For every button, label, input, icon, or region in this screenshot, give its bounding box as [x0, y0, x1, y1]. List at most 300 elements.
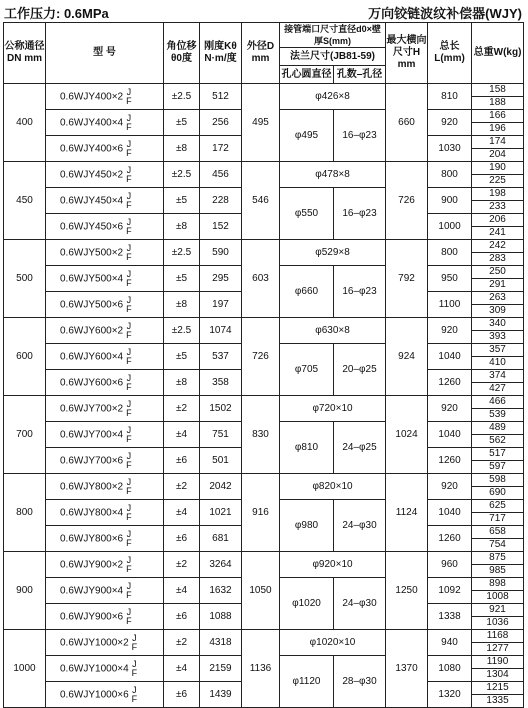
angle-cell: ±4: [164, 656, 200, 682]
jf-mark: [126, 166, 132, 184]
weight-j: 1190: [472, 656, 523, 669]
table-row: [4, 396, 524, 422]
jf-mark: [126, 140, 132, 158]
length-cell: 1040: [428, 500, 472, 526]
weight-j: 166: [472, 110, 523, 123]
jf-f: F: [126, 199, 132, 210]
hole-circle-cell: φ550: [280, 188, 334, 240]
table-row: [4, 162, 524, 188]
length-cell: 950: [428, 266, 472, 292]
weight-cell: [472, 84, 524, 110]
table-row: [4, 552, 524, 578]
dn-cell: 450: [4, 162, 46, 240]
weight-cell: [472, 500, 524, 526]
jf-mark: [126, 582, 132, 600]
model-cell: [46, 84, 164, 110]
angle-cell: ±6: [164, 448, 200, 474]
hole-circle-cell: φ1020: [280, 578, 334, 630]
stiffness-cell: 1502: [200, 396, 242, 422]
length-cell: 900: [428, 188, 472, 214]
weight-f: 562: [489, 435, 506, 446]
pipe-size-cell: φ630×8: [280, 318, 386, 344]
weight-cell: [472, 526, 524, 552]
model-text: 0.6WJY450×6: [60, 221, 124, 233]
pipe-size-cell: φ529×8: [280, 240, 386, 266]
model-text: 0.6WJY600×6: [60, 377, 124, 389]
col-od: 外径D mm: [242, 23, 280, 84]
jf-j: J: [132, 632, 137, 643]
model-cell: [46, 448, 164, 474]
weight-f: 410: [489, 357, 506, 368]
max-h-cell: 1370: [386, 630, 428, 708]
jf-f: F: [126, 355, 132, 366]
od-cell: 1136: [242, 630, 280, 708]
jf-f: F: [126, 303, 132, 314]
stiffness-cell: 501: [200, 448, 242, 474]
weight-j: 489: [472, 422, 523, 435]
weight-f: 1304: [486, 669, 509, 680]
jf-j: J: [126, 450, 132, 461]
col-hole-circle: 孔心圆直径: [280, 66, 334, 84]
model-cell: [46, 214, 164, 240]
stiffness-cell: 172: [200, 136, 242, 162]
model-text: 0.6WJY1000×2: [60, 637, 129, 649]
jf-f: F: [131, 693, 138, 704]
model-text: 0.6WJY500×2: [60, 247, 124, 259]
jf-j: J: [126, 294, 132, 305]
weight-j: 898: [472, 578, 523, 591]
jf-mark: [132, 686, 138, 704]
model-cell: [46, 422, 164, 448]
angle-cell: ±6: [164, 682, 200, 708]
weight-j: 598: [472, 474, 523, 487]
table-body: [4, 84, 524, 708]
model-cell: [46, 656, 164, 682]
stiffness-cell: 1439: [200, 682, 242, 708]
jf-mark: [126, 296, 132, 314]
model-text: 0.6WJY900×4: [60, 585, 124, 597]
col-model: 型 号: [46, 23, 164, 84]
weight-f: 283: [489, 253, 506, 264]
jf-f: F: [126, 459, 132, 470]
angle-cell: ±4: [164, 500, 200, 526]
length-cell: 940: [428, 630, 472, 656]
jf-j: J: [126, 580, 132, 591]
stiffness-cell: 4318: [200, 630, 242, 656]
stiffness-cell: 152: [200, 214, 242, 240]
max-h-cell: 726: [386, 162, 428, 240]
jf-j: J: [132, 684, 137, 695]
od-cell: 495: [242, 84, 280, 162]
length-cell: 920: [428, 396, 472, 422]
table-row: [4, 630, 524, 656]
dn-cell: 500: [4, 240, 46, 318]
weight-cell: [472, 318, 524, 344]
weight-cell: [472, 604, 524, 630]
jf-j: J: [126, 320, 132, 331]
jf-f: F: [126, 173, 132, 184]
col-holes: 孔数–孔径: [334, 66, 386, 84]
stiffness-cell: 1632: [200, 578, 242, 604]
model-cell: [46, 266, 164, 292]
od-cell: 916: [242, 474, 280, 552]
jf-mark: [126, 322, 132, 340]
jf-j: J: [126, 242, 132, 253]
jf-f: F: [126, 381, 132, 392]
weight-f: 393: [489, 331, 506, 342]
length-cell: 810: [428, 84, 472, 110]
jf-j: J: [126, 346, 132, 357]
model-text: 0.6WJY600×2: [60, 325, 124, 337]
stiffness-cell: 751: [200, 422, 242, 448]
weight-cell: [472, 266, 524, 292]
model-text: 0.6WJY450×2: [60, 169, 124, 181]
col-flange: 法兰尺寸(JB81-59): [280, 48, 386, 66]
weight-j: 340: [472, 318, 523, 331]
weight-f: 539: [489, 409, 506, 420]
weight-j: 357: [472, 344, 523, 357]
jf-mark: [126, 452, 132, 470]
length-cell: 1092: [428, 578, 472, 604]
angle-cell: ±4: [164, 578, 200, 604]
hole-circle-cell: φ705: [280, 344, 334, 396]
jf-j: J: [132, 658, 137, 669]
weight-cell: [472, 630, 524, 656]
dn-cell: 1000: [4, 630, 46, 708]
model-text: 0.6WJY800×2: [60, 481, 124, 493]
angle-cell: ±2.5: [164, 84, 200, 110]
max-h-cell: 792: [386, 240, 428, 318]
model-text: 0.6WJY1000×6: [60, 689, 129, 701]
jf-j: J: [126, 398, 132, 409]
length-cell: 1000: [428, 214, 472, 240]
page-header: [0, 0, 528, 22]
model-text: 0.6WJY700×4: [60, 429, 124, 441]
model-text: 0.6WJY400×4: [60, 117, 124, 129]
weight-cell: [472, 188, 524, 214]
weight-f: 754: [489, 539, 506, 550]
jf-j: J: [126, 86, 132, 97]
pipe-size-cell: φ426×8: [280, 84, 386, 110]
jf-f: F: [126, 407, 132, 418]
weight-f: 427: [489, 383, 506, 394]
hole-circle-cell: φ1120: [280, 656, 334, 708]
weight-cell: [472, 162, 524, 188]
col-dn: 公称通径DN mm: [4, 23, 46, 84]
weight-cell: [472, 448, 524, 474]
weight-cell: [472, 422, 524, 448]
table-row: [4, 318, 524, 344]
max-h-cell: 924: [386, 318, 428, 396]
od-cell: 1050: [242, 552, 280, 630]
model-cell: [46, 240, 164, 266]
max-h-cell: 1124: [386, 474, 428, 552]
stiffness-cell: 681: [200, 526, 242, 552]
table-row: [4, 240, 524, 266]
model-cell: [46, 136, 164, 162]
col-max-h: 最大横向尺寸H mm: [386, 23, 428, 84]
model-text: 0.6WJY500×4: [60, 273, 124, 285]
jf-j: J: [126, 424, 132, 435]
weight-cell: [472, 344, 524, 370]
angle-cell: ±2.5: [164, 162, 200, 188]
model-cell: [46, 604, 164, 630]
max-h-cell: 1250: [386, 552, 428, 630]
model-cell: [46, 110, 164, 136]
model-text: 0.6WJY700×6: [60, 455, 124, 467]
model-text: 0.6WJY900×6: [60, 611, 124, 623]
hole-circle-cell: φ980: [280, 500, 334, 552]
model-text: 0.6WJY500×6: [60, 299, 124, 311]
length-cell: 920: [428, 474, 472, 500]
weight-cell: [472, 240, 524, 266]
model-cell: [46, 630, 164, 656]
stiffness-cell: 228: [200, 188, 242, 214]
holes-cell: 24–φ30: [334, 500, 386, 552]
jf-mark: [126, 244, 132, 262]
jf-f: F: [126, 95, 132, 106]
stiffness-cell: 197: [200, 292, 242, 318]
dn-cell: 900: [4, 552, 46, 630]
od-cell: 830: [242, 396, 280, 474]
angle-cell: ±2: [164, 396, 200, 422]
angle-cell: ±2: [164, 552, 200, 578]
holes-cell: 20–φ25: [334, 344, 386, 396]
weight-j: 658: [472, 526, 523, 539]
model-text: 0.6WJY800×4: [60, 507, 124, 519]
model-cell: [46, 526, 164, 552]
length-cell: 800: [428, 240, 472, 266]
jf-mark: [126, 530, 132, 548]
holes-cell: 24–φ30: [334, 578, 386, 630]
weight-f: 985: [489, 565, 506, 576]
weight-j: 517: [472, 448, 523, 461]
weight-cell: [472, 292, 524, 318]
jf-j: J: [126, 138, 132, 149]
working-pressure: 工作压力: 0.6MPa: [4, 6, 109, 21]
weight-j: 158: [472, 84, 523, 97]
stiffness-cell: 1021: [200, 500, 242, 526]
jf-f: F: [126, 277, 132, 288]
pipe-size-cell: φ920×10: [280, 552, 386, 578]
jf-f: F: [126, 121, 132, 132]
weight-j: 921: [472, 604, 523, 617]
jf-f: F: [126, 615, 132, 626]
weight-f: 188: [489, 97, 506, 108]
col-stiffness: 刚度Kθ N·m/度: [200, 23, 242, 84]
jf-j: J: [126, 190, 132, 201]
jf-j: J: [126, 502, 132, 513]
weight-cell: [472, 474, 524, 500]
angle-cell: ±8: [164, 214, 200, 240]
jf-mark: [126, 426, 132, 444]
angle-cell: ±5: [164, 266, 200, 292]
col-angle: 角位移θ0度: [164, 23, 200, 84]
jf-mark: [126, 374, 132, 392]
weight-j: 242: [472, 240, 523, 253]
weight-j: 466: [472, 396, 523, 409]
jf-f: F: [126, 537, 132, 548]
max-h-cell: 660: [386, 84, 428, 162]
dn-cell: 800: [4, 474, 46, 552]
weight-j: 198: [472, 188, 523, 201]
stiffness-cell: 256: [200, 110, 242, 136]
model-text: 0.6WJY1000×4: [60, 663, 129, 675]
length-cell: 960: [428, 552, 472, 578]
holes-cell: 16–φ23: [334, 188, 386, 240]
od-cell: 546: [242, 162, 280, 240]
model-cell: [46, 474, 164, 500]
angle-cell: ±5: [164, 110, 200, 136]
length-cell: 1260: [428, 526, 472, 552]
col-pipe-size: 接管端口尺寸直径d0×壁厚S(mm): [280, 23, 386, 48]
stiffness-cell: 537: [200, 344, 242, 370]
jf-mark: [126, 114, 132, 132]
weight-cell: [472, 214, 524, 240]
jf-j: J: [126, 476, 132, 487]
model-cell: [46, 552, 164, 578]
length-cell: 1100: [428, 292, 472, 318]
model-text: 0.6WJY400×6: [60, 143, 124, 155]
jf-f: F: [131, 667, 138, 678]
jf-j: J: [126, 216, 132, 227]
jf-j: J: [126, 606, 132, 617]
weight-f: 1277: [486, 643, 509, 654]
length-cell: 1338: [428, 604, 472, 630]
model-cell: [46, 292, 164, 318]
model-cell: [46, 396, 164, 422]
weight-j: 374: [472, 370, 523, 383]
weight-f: 196: [489, 123, 506, 134]
jf-f: F: [126, 147, 132, 158]
length-cell: 920: [428, 110, 472, 136]
jf-f: F: [131, 641, 138, 652]
jf-f: F: [126, 225, 132, 236]
jf-mark: [126, 400, 132, 418]
length-cell: 1040: [428, 422, 472, 448]
length-cell: 1040: [428, 344, 472, 370]
jf-mark: [126, 270, 132, 288]
pipe-size-cell: φ820×10: [280, 474, 386, 500]
table-row: [4, 84, 524, 110]
jf-j: J: [126, 164, 132, 175]
stiffness-cell: 512: [200, 84, 242, 110]
weight-j: 174: [472, 136, 523, 149]
weight-f: 233: [489, 201, 506, 212]
weight-cell: [472, 578, 524, 604]
jf-f: F: [126, 589, 132, 600]
length-cell: 1320: [428, 682, 472, 708]
stiffness-cell: 3264: [200, 552, 242, 578]
weight-j: 190: [472, 162, 523, 175]
jf-mark: [126, 608, 132, 626]
holes-cell: 28–φ30: [334, 656, 386, 708]
jf-mark: [126, 348, 132, 366]
jf-mark: [126, 218, 132, 236]
jf-mark: [126, 192, 132, 210]
model-cell: [46, 162, 164, 188]
jf-j: J: [126, 112, 132, 123]
weight-j: 250: [472, 266, 523, 279]
angle-cell: ±5: [164, 344, 200, 370]
jf-j: J: [126, 268, 132, 279]
hole-circle-cell: φ660: [280, 266, 334, 318]
jf-f: F: [126, 511, 132, 522]
angle-cell: ±6: [164, 604, 200, 630]
weight-f: 291: [489, 279, 506, 290]
weight-cell: [472, 396, 524, 422]
model-text: 0.6WJY700×2: [60, 403, 124, 415]
jf-mark: [126, 88, 132, 106]
model-text: 0.6WJY800×6: [60, 533, 124, 545]
stiffness-cell: 2042: [200, 474, 242, 500]
weight-f: 204: [489, 149, 506, 160]
length-cell: 1080: [428, 656, 472, 682]
model-cell: [46, 682, 164, 708]
col-weight: 总重W(kg): [472, 23, 524, 84]
model-text: 0.6WJY900×2: [60, 559, 124, 571]
stiffness-cell: 456: [200, 162, 242, 188]
jf-j: J: [126, 372, 132, 383]
jf-mark: [126, 504, 132, 522]
jf-mark: [126, 556, 132, 574]
jf-f: F: [126, 433, 132, 444]
weight-j: 206: [472, 214, 523, 227]
dn-cell: 600: [4, 318, 46, 396]
hole-circle-cell: φ495: [280, 110, 334, 162]
weight-f: 1036: [486, 617, 509, 628]
jf-mark: [132, 660, 138, 678]
pipe-size-cell: φ720×10: [280, 396, 386, 422]
weight-f: 1335: [486, 695, 509, 706]
weight-cell: [472, 656, 524, 682]
weight-f: 1008: [486, 591, 509, 602]
stiffness-cell: 2159: [200, 656, 242, 682]
angle-cell: ±2.5: [164, 318, 200, 344]
weight-j: 263: [472, 292, 523, 305]
dn-cell: 400: [4, 84, 46, 162]
hole-circle-cell: φ810: [280, 422, 334, 474]
angle-cell: ±5: [164, 188, 200, 214]
jf-mark: [126, 478, 132, 496]
angle-cell: ±8: [164, 292, 200, 318]
angle-cell: ±2: [164, 474, 200, 500]
model-cell: [46, 344, 164, 370]
col-length: 总长L(mm): [428, 23, 472, 84]
pipe-size-cell: φ1020×10: [280, 630, 386, 656]
weight-cell: [472, 552, 524, 578]
holes-cell: 24–φ25: [334, 422, 386, 474]
holes-cell: 16–φ23: [334, 110, 386, 162]
page-title: 万向铰链波纹补偿器(WJY): [368, 6, 522, 21]
jf-f: F: [126, 329, 132, 340]
angle-cell: ±2: [164, 630, 200, 656]
weight-f: 717: [489, 513, 506, 524]
holes-cell: 16–φ23: [334, 266, 386, 318]
max-h-cell: 1024: [386, 396, 428, 474]
jf-j: J: [126, 528, 132, 539]
angle-cell: ±8: [164, 136, 200, 162]
model-cell: [46, 370, 164, 396]
model-cell: [46, 318, 164, 344]
jf-f: F: [126, 563, 132, 574]
model-cell: [46, 578, 164, 604]
length-cell: 800: [428, 162, 472, 188]
pipe-size-cell: φ478×8: [280, 162, 386, 188]
od-cell: 726: [242, 318, 280, 396]
length-cell: 1260: [428, 448, 472, 474]
weight-f: 241: [489, 227, 506, 238]
